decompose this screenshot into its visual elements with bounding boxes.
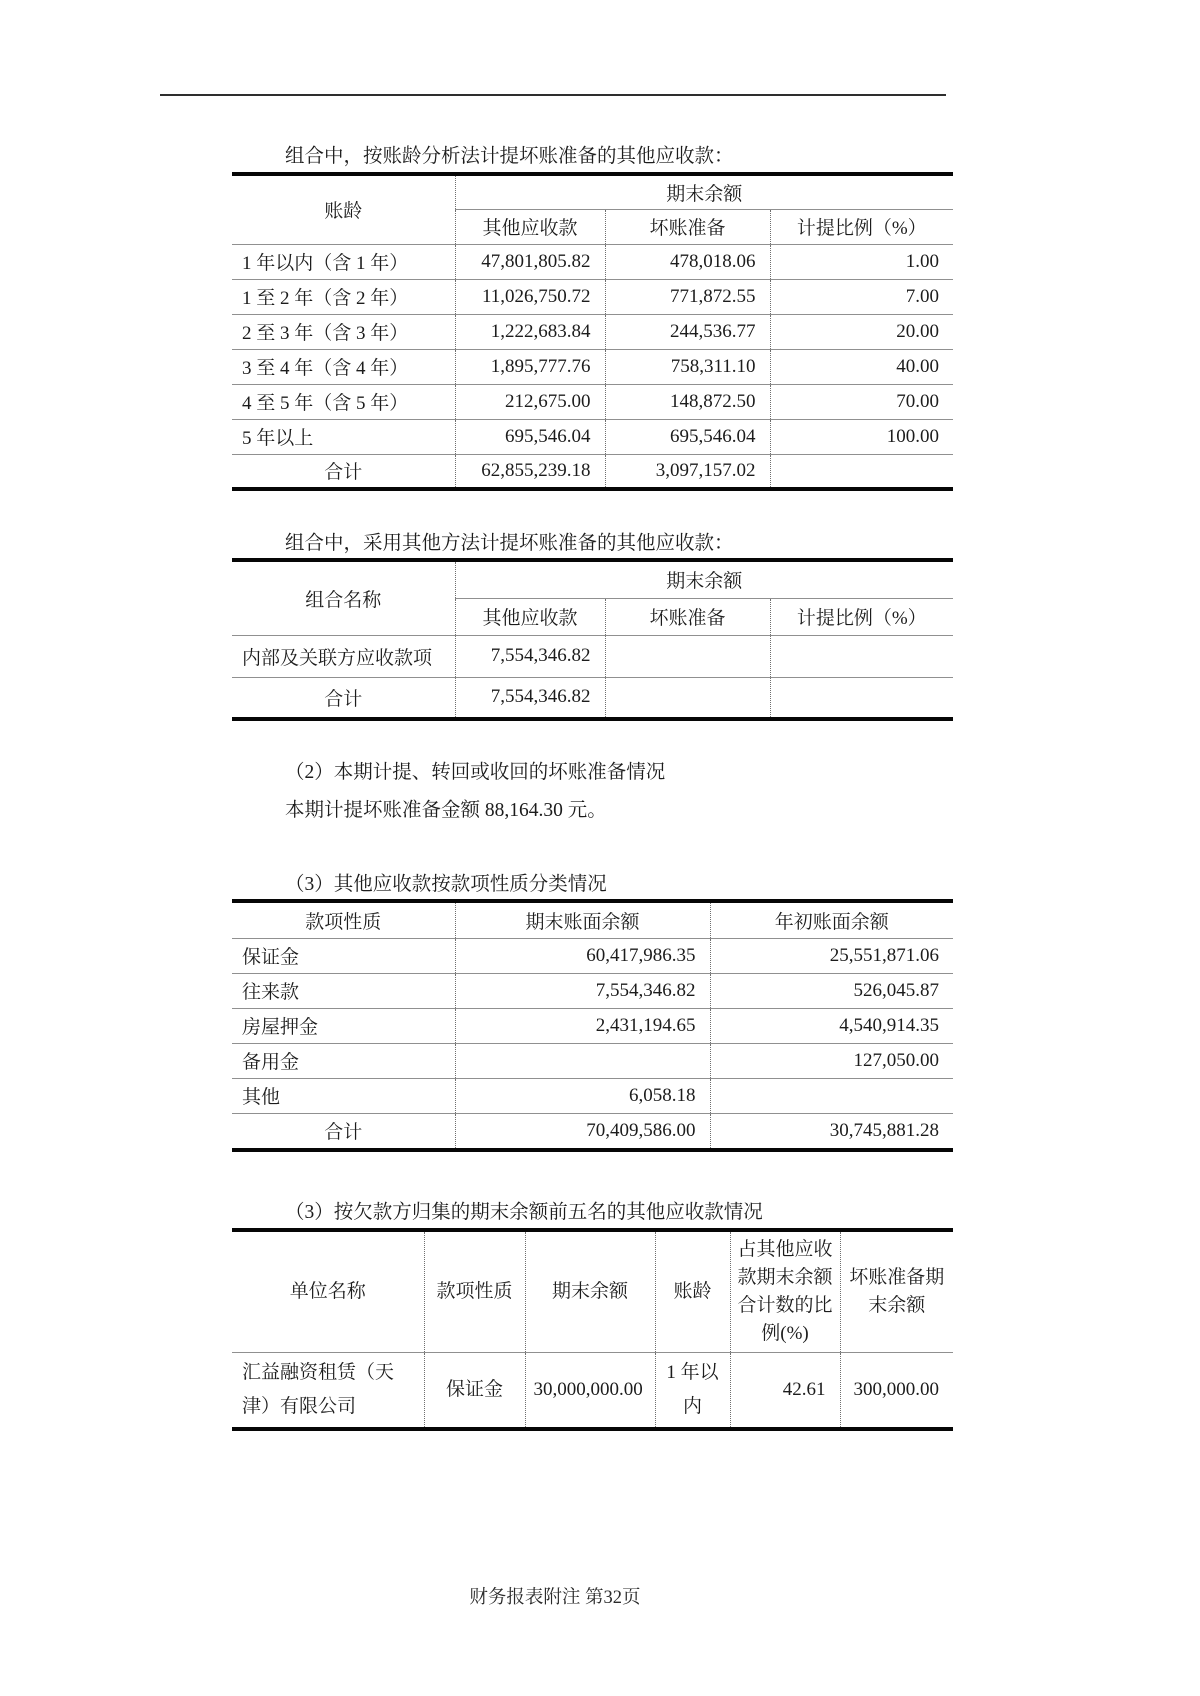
total-ratio <box>770 454 953 489</box>
closing-value: 7,554,346.82 <box>455 973 710 1008</box>
table-row <box>232 1078 953 1113</box>
provision-value: 148,872.50 <box>605 384 770 419</box>
closing-value: 2,431,194.65 <box>455 1008 710 1043</box>
closing-value: 60,417,986.35 <box>455 938 710 973</box>
aging-label: 2 至 3 年（含 3 年） <box>232 314 455 349</box>
aging-value: 1 年以内 <box>655 1353 730 1430</box>
table-total-row <box>232 454 953 489</box>
receivable-value: 1,895,777.76 <box>455 349 605 384</box>
table-row <box>232 419 953 454</box>
provision-value: 244,536.77 <box>605 314 770 349</box>
provision-value <box>605 635 770 677</box>
provision-header: 坏账准备期末余额 <box>840 1230 953 1353</box>
receivable-value: 47,801,805.82 <box>455 244 605 279</box>
table-total-row <box>232 677 953 719</box>
aging-label: 1 年以内（含 1 年） <box>232 244 455 279</box>
nature-label: 保证金 <box>232 938 455 973</box>
top-five-section-title: （3）按欠款方归集的期末余额前五名的其他应收款情况 <box>285 1202 763 1223</box>
aging-label: 1 至 2 年（含 2 年） <box>232 279 455 314</box>
nature-value: 保证金 <box>424 1353 525 1430</box>
table-header-row <box>232 560 953 598</box>
aging-section-title: 组合中，按账龄分析法计提坏账准备的其他应收款： <box>285 146 734 167</box>
ratio-value <box>770 635 953 677</box>
opening-balance-header: 年初账面余额 <box>710 901 953 938</box>
table-row <box>232 1353 953 1430</box>
bad-debt-provision-header: 坏账准备 <box>605 598 770 635</box>
provision-value: 695,546.04 <box>605 419 770 454</box>
total-label: 合计 <box>232 1113 455 1150</box>
receivable-value: 11,026,750.72 <box>455 279 605 314</box>
ratio-value: 70.00 <box>770 384 953 419</box>
ratio-value: 40.00 <box>770 349 953 384</box>
total-receivable: 62,855,239.18 <box>455 454 605 489</box>
aging-column-header: 账龄 <box>324 201 363 223</box>
provision-note-body: 本期计提坏账准备金额 88,164.30 元。 <box>285 800 607 821</box>
period-end-balance-header: 期末余额 <box>455 174 953 209</box>
company-name: 汇益融资租赁（天津）有限公司 <box>232 1353 424 1430</box>
portfolio-label: 内部及关联方应收款项 <box>232 635 455 677</box>
provision-ratio-header: 计提比例（%） <box>770 598 953 635</box>
nature-table <box>232 899 953 1152</box>
receivable-value: 212,675.00 <box>455 384 605 419</box>
ratio-value: 7.00 <box>770 279 953 314</box>
table-header-row <box>232 901 953 938</box>
closing-balance-header: 期末余额 <box>525 1230 655 1353</box>
opening-value: 526,045.87 <box>710 973 953 1008</box>
total-provision: 3,097,157.02 <box>605 454 770 489</box>
nature-section-title: （3）其他应收款按款项性质分类情况 <box>285 874 607 895</box>
provision-value: 478,018.06 <box>605 244 770 279</box>
provision-note-heading: （2）本期计提、转回或收回的坏账准备情况 <box>285 762 666 783</box>
aging-label: 3 至 4 年（含 4 年） <box>232 349 455 384</box>
receivable-value: 695,546.04 <box>455 419 605 454</box>
table-row <box>232 938 953 973</box>
table-total-row <box>232 1113 953 1150</box>
receivable-value: 7,554,346.82 <box>455 635 605 677</box>
opening-value: 4,540,914.35 <box>710 1008 953 1043</box>
total-ratio <box>770 677 953 719</box>
bad-debt-provision-header: 坏账准备 <box>605 209 770 244</box>
other-method-table <box>232 558 953 721</box>
total-label: 合计 <box>232 677 455 719</box>
closing-value: 6,058.18 <box>455 1078 710 1113</box>
table-row <box>232 279 953 314</box>
receivable-value: 1,222,683.84 <box>455 314 605 349</box>
nature-header: 款项性质 <box>305 911 382 933</box>
nature-label: 房屋押金 <box>232 1008 455 1043</box>
aging-label: 5 年以上 <box>232 419 455 454</box>
table-row <box>232 1043 953 1078</box>
ratio-value: 1.00 <box>770 244 953 279</box>
table-row <box>232 973 953 1008</box>
page-footer: 财务报表附注 第32页 <box>469 1588 641 1608</box>
aging-header: 账龄 <box>655 1230 730 1353</box>
period-end-balance-header: 期末余额 <box>455 560 953 598</box>
total-opening: 30,745,881.28 <box>710 1113 953 1150</box>
opening-value <box>710 1078 953 1113</box>
other-receivables-header: 其他应收款 <box>455 598 605 635</box>
header-rule <box>160 94 946 96</box>
provision-value: 771,872.55 <box>605 279 770 314</box>
total-receivable: 7,554,346.82 <box>455 677 605 719</box>
table-row <box>232 349 953 384</box>
closing-balance-header: 期末账面余额 <box>455 901 710 938</box>
provision-value: 300,000.00 <box>840 1353 953 1430</box>
top-five-table <box>232 1228 953 1431</box>
opening-value: 25,551,871.06 <box>710 938 953 973</box>
nature-label: 备用金 <box>232 1043 455 1078</box>
table-row <box>232 314 953 349</box>
other-receivables-header: 其他应收款 <box>455 209 605 244</box>
ratio-header: 占其他应收款期末余额合计数的比例(%) <box>730 1230 840 1353</box>
balance-value: 30,000,000.00 <box>525 1353 655 1430</box>
nature-label: 往来款 <box>232 973 455 1008</box>
nature-label: 其他 <box>232 1078 455 1113</box>
table-row <box>232 244 953 279</box>
aging-label: 4 至 5 年（含 5 年） <box>232 384 455 419</box>
table-row <box>232 1008 953 1043</box>
provision-value: 758,311.10 <box>605 349 770 384</box>
total-provision <box>605 677 770 719</box>
total-label: 合计 <box>232 454 455 489</box>
table-header-row <box>232 1230 953 1353</box>
ratio-value: 42.61 <box>730 1353 840 1430</box>
ratio-value: 100.00 <box>770 419 953 454</box>
ratio-value: 20.00 <box>770 314 953 349</box>
closing-value <box>455 1043 710 1078</box>
other-method-section-title: 组合中，采用其他方法计提坏账准备的其他应收款： <box>285 533 734 554</box>
table-row <box>232 384 953 419</box>
table-header-row <box>232 174 953 209</box>
company-header: 单位名称 <box>289 1281 366 1302</box>
opening-value: 127,050.00 <box>710 1043 953 1078</box>
table-row <box>232 635 953 677</box>
aging-analysis-table <box>232 172 953 491</box>
total-closing: 70,409,586.00 <box>455 1113 710 1150</box>
provision-ratio-header: 计提比例（%） <box>770 209 953 244</box>
portfolio-name-header: 组合名称 <box>305 589 382 611</box>
nature-header: 款项性质 <box>424 1230 525 1353</box>
